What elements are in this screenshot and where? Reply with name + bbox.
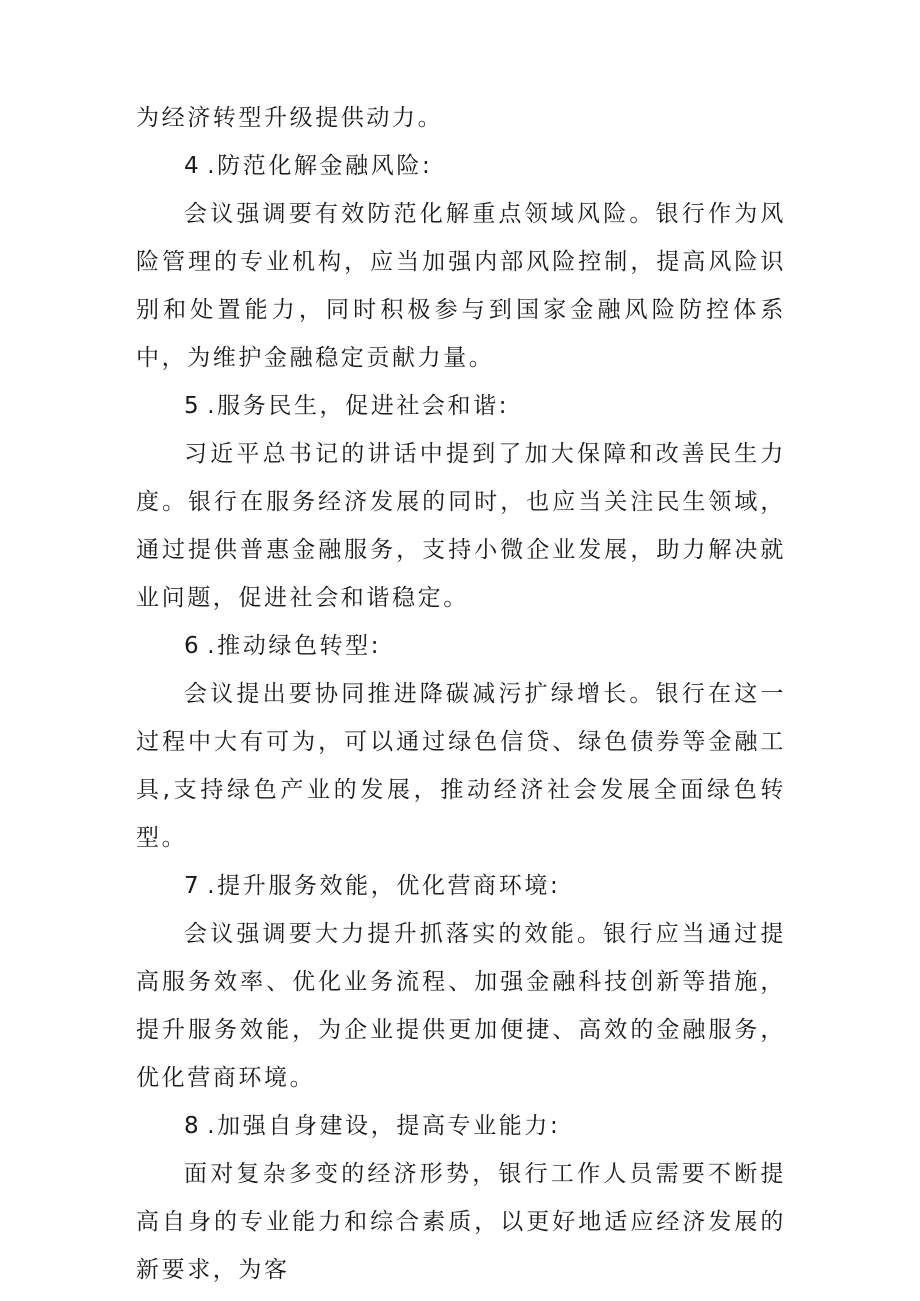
section-heading-8	[136, 1102, 786, 1150]
document-body	[136, 94, 786, 1294]
heading-text: .防范化解金融风险:	[207, 153, 433, 179]
heading-number: 8	[184, 1113, 202, 1139]
paragraph: 会议强调要有效防范化解重点领域风险。银行作为风险管理的专业机构，应当加强内部风险控制，提高风险识别和处置能力，同时积极参与到国家金融风险防控体系中，为维护金融稳定贡献力量。	[136, 201, 786, 371]
section-heading-6	[136, 622, 786, 670]
heading-number: 7	[184, 873, 202, 899]
paragraph: 会议提出要协同推进降碳减污扩绿增长。银行在这一过程中大有可为，可以通过绿色信贷、绿色债券等金融工具,支持绿色产业的发展，推动经济社会发展全面绿色转型。	[136, 681, 786, 851]
paragraph: 面对复杂多变的经济形势，银行工作人员需要不断提高自身的专业能力和综合素质，以更好地适应经济发展的新要求，为客	[136, 1161, 786, 1283]
section-heading-7	[136, 862, 786, 910]
heading-text: .加强自身建设，提高专业能力:	[207, 1113, 561, 1139]
heading-text: .提升服务效能，优化营商环境:	[207, 873, 561, 899]
paragraph-continuation: 为经济转型升级提供动力。	[136, 105, 444, 131]
heading-text: .推动绿色转型:	[207, 633, 382, 659]
section-heading-4	[136, 142, 786, 190]
heading-number: 4	[184, 153, 202, 179]
heading-number: 6	[184, 633, 202, 659]
paragraph: 习近平总书记的讲话中提到了加大保障和改善民生力度。银行在服务经济发展的同时，也应当关注民生领域，通过提供普惠金融服务，支持小微企业发展，助力解决就业问题，促进社会和谐稳定。	[136, 441, 786, 611]
heading-number: 5	[184, 393, 202, 419]
paragraph: 会议强调要大力提升抓落实的效能。银行应当通过提高服务效率、优化业务流程、加强金融科技创新等措施，提升服务效能，为企业提供更加便捷、高效的金融服务，优化营商环境。	[136, 921, 786, 1091]
heading-text: .服务民生，促进社会和谐:	[207, 393, 510, 419]
section-heading-5	[136, 382, 786, 430]
